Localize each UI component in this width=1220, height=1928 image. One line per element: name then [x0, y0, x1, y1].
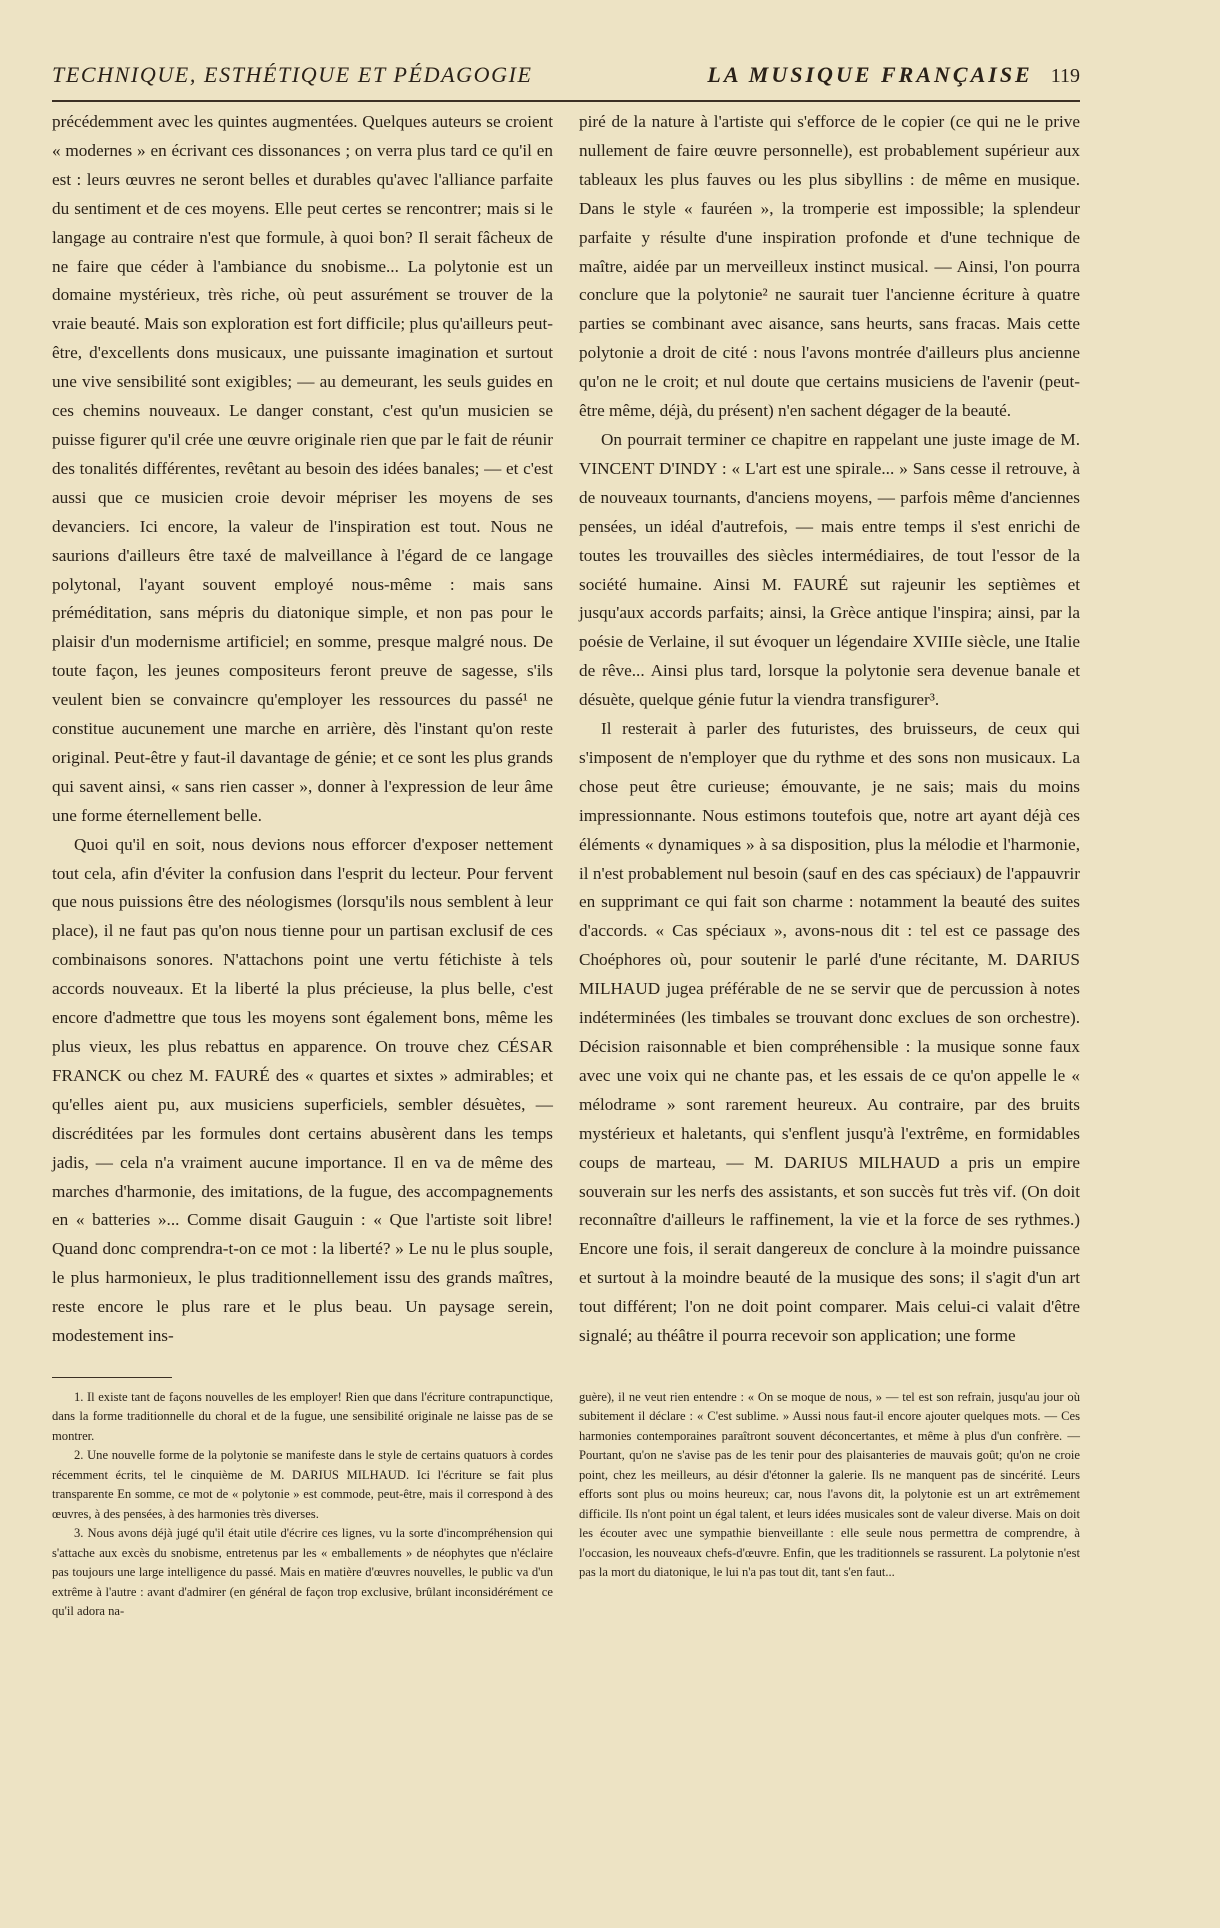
footnotes — [52, 1388, 1080, 1622]
section-title: TECHNIQUE, ESTHÉTIQUE ET PÉDAGOGIE — [52, 62, 533, 87]
footnote-continuation: guère), il ne veut rien entendre : « On se moque de nous, » — tel est son refrain, jusqu'au jour où subitement il déclare : « C'est sublime. » Aussi nous faut-il encore ajouter quelques mots. — Ces harmonies contemporaines paraîtront souvent déconcertantes, et même à plus d'un confrère. — Pourtant, qu'on ne s'avise pas de les tenir pour des plaisanteries de mauvais goût; qu'on ne croie point, chez les meilleurs, au désir d'étonner la galerie. Ils ne manquent pas de sincérité. Leurs efforts sont plus ou moins heureux; car, nous l'avons dit, la polytonie est un art extrêmement difficile. Ils n'ont point un égal talent, et leurs idées musicales sont de valeur diverse. Mais on doit les écouter avec une sympathie bienveillante : elle seule nous permettra de comprendre, à l'occasion, les nouveaux chefs-d'œuvre. Enfin, que les traditionnels se rassurent. La polytonie n'est pas la mort du diatonique, le lui n'a pas tout dit, tant s'en faut... — [579, 1389, 1080, 1580]
footnote: 2. Une nouvelle forme de la polytonie se manifeste dans le style de certains quatuors à cordes récemment écrits, tel le cinquième de M. DARIUS MILHAUD. Ici l'écriture se fait plus transparente En somme, ce mot de « polytonie » est commode, peut-être, mais il correspond à des œuvres, à des pensées, à des harmonies très diverses. — [52, 1448, 553, 1521]
footnote: 3. Nous avons déjà jugé qu'il était utile d'écrire ces lignes, vu la sorte d'incompréhension qui s'attache aux excès du snobisme, entretenus par les « emballements » de néophytes que n'éclaire pas toujours une large intelligence du passé. Mais en matière d'œuvres nouvelles, le public va d'un extrême à l'autre : avant d'admirer (en général de façon trop exclusive, brûlant inconsidérément ce qu'il adora na- — [52, 1526, 553, 1619]
paragraph: Il resterait à parler des futuristes, des bruisseurs, de ceux qui s'imposent de n'employer que du rythme et des sons non musicaux. La chose peut être curieuse; émouvante, je ne sais; mais du moins impressionnante. Nous estimons toutefois que, notre art ayant déjà ces éléments « dynamiques » à sa disposition, plus la mélodie et l'harmonie, il n'est probablement nul besoin (sauf en des cas spéciaux) de l'appauvrir en supprimant ce qui fait son charme : notamment la beauté des suites d'accords. « Cas spéciaux », avons-nous dit : tel est ce passage des Choéphores où, pour soutenir le parlé d'une récitante, M. DARIUS MILHAUD jugea préférable de ne se servir que de percussion à notes indéterminées (les timbales se trouvant donc exclues de son orchestre). Décision raisonnable et bien compréhensible : la musique sonne faux avec une voix qui ne chante pas, et les essais de ce qu'on appelle le « mélodrame » sont rarement heureux. Au contraire, par des bruits mystérieux et haletants, qui s'enflent jusqu'à l'extrême, en formidables coups de marteau, — M. DARIUS MILHAUD a pris un empire souverain sur les nerfs des assistants, et son succès fut très vif. (On doit reconnaître d'ailleurs le raffinement, la vie et la force de ses rythmes.) Encore une fois, il serait dangereux de conclure à la moindre puissance et surtout à la moindre beauté de la musique des sons; il s'agit d'un art tout différent; l'on ne doit point comparer. Mais celui-ci valait d'être signalé; au théâtre il pourra recevoir son application; une forme — [579, 719, 1080, 1346]
paragraph: Quoi qu'il en soit, nous devions nous efforcer d'exposer nettement tout cela, afin d'éviter la confusion dans l'esprit du lecteur. Pour fervent que nous puissions être des néologismes (lorsqu'ils nous semblent à leur place), il ne faut pas qu'on nous tienne pour un partisan exclusif de ces combinaisons sonores. N'attachons point une vertu fétichiste à tels accords nouveaux. Et la liberté la plus précieuse, la plus belle, c'est encore d'admettre que tous les moyens sont également bons, même les plus vieux, les plus rebattus en apparence. On trouve chez CÉSAR FRANCK ou chez M. FAURÉ des « quartes et sixtes » admirables; et qu'elles aient pu, aux musiciens superficiels, sembler désuètes, — discréditées par les formules dont certains abusèrent dans les temps jadis, — cela n'a vraiment aucune importance. Il en va de même des marches d'harmonie, des imitations, de la fugue, des accompagnements en « batteries »... Comme disait Gauguin : « Que l'artiste soit libre! Quand donc comprendra-t-on ce mot : la liberté? » Le nu le plus souple, le plus harmonieux, le plus traditionnellement issu des grands maîtres, reste encore le plus rare et le plus beau. Un paysage serein, modestement ins- — [52, 834, 553, 1346]
right-column — [579, 108, 1080, 1351]
page-number: 119 — [1050, 65, 1080, 87]
footnote-divider — [52, 1377, 172, 1378]
header-right — [707, 62, 1080, 88]
paragraph: piré de la nature à l'artiste qui s'efforce de le copier (ce qui ne le prive nullement de faire œuvre personnelle), est probablement supérieur aux tableaux les plus fauves ou les plus sibyllins : de même en musique. Dans le style « fauréen », la tromperie est impossible; la splendeur parfaite y résulte d'une inspiration profonde et d'une technique de maître, aidée par un merveilleux instinct musical. — Ainsi, l'on pourra conclure que la polytonie² ne saurait tuer l'ancienne écriture à quatre parties se combinant avec aisance, sans heurts, sans fracas. Mais cette polytonie a droit de cité : nous l'avons montrée d'ailleurs plus ancienne qu'on ne le croit; et nul doute que certains musiciens de l'avenir (peut-être même, déjà, du présent) n'en sachent dégager de la beauté. — [579, 112, 1080, 421]
paragraph: précédemment avec les quintes augmentées. Quelques auteurs se croient « modernes » en écrivant ces dissonances ; on verra plus tard ce qu'il en est : leurs œuvres ne seront belles et durables qu'avec l'alliance parfaite du sentiment et de ces moyens. Elle peut certes se rencontrer; mais si le langage au contraire n'est que formule, à quoi bon? Il serait fâcheux de ne faire que céder à l'ambiance du snobisme... La polytonie est un domaine mystérieux, très riche, où peut assurément se trouver de la vraie beauté. Mais son exploration est fort difficile; plus qu'ailleurs peut-être, d'excellents dons musicaux, une puissante imagination et surtout une vive sensibilité sont exigibles; — au demeurant, les seuls guides en ces chemins nouveaux. Le danger constant, c'est qu'un musicien se puisse figurer qu'il crée une œuvre originale rien que par le fait de réunir des tonalités différentes, revêtant au besoin des idées banales; — et c'est aussi que ce musicien croie devoir mépriser les moyens de ses devanciers. Ici encore, la valeur de l'inspiration est tout. Nous ne saurions d'ailleurs être taxé de malveillance à l'égard de ce langage polytonal, l'ayant souvent employé nous-même : mais sans préméditation, sans mépris du diatonique simple, et non pas pour le plaisir d'un modernisme artificiel; en somme, presque malgré nous. De toute façon, les jeunes compositeurs feront preuve de sagesse, s'ils veulent bien se convaincre qu'employer les ressources du passé¹ ne constitue aucunement une marche en arrière, dès l'instant qu'on reste original. Peut-être y faut-il davantage de génie; et ce sont les plus grands qui savent ainsi, « sans rien casser », donner à l'expression de leur âme une forme éternellement belle. — [52, 112, 553, 825]
footnotes-left — [52, 1388, 553, 1622]
running-header — [52, 62, 1080, 102]
footnotes-right — [579, 1388, 1080, 1622]
footnote: 1. Il existe tant de façons nouvelles de les employer! Rien que dans l'écriture contrapunctique, dans la forme traditionnelle du choral et de la fugue, une sensibilité originale ne laisse pas de se montrer. — [52, 1389, 553, 1443]
left-column — [52, 108, 553, 1351]
paragraph: On pourrait terminer ce chapitre en rappelant une juste image de M. VINCENT D'INDY : « L'art est une spirale... » Sans cesse il retrouve, à de nouveaux tournants, d'anciens moyens, — parfois même d'anciennes pensées, un idéal d'autrefois, — mais entre temps il s'est enrichi de toutes les trouvailles des siècles intermédiaires, de tout l'essor de la société humaine. Ainsi M. FAURÉ sut rajeunir les septièmes et jusqu'aux accords parfaits; ainsi, la Grèce antique l'inspira; ainsi, par la poésie de Verlaine, il sut évoquer un légendaire XVIIIe siècle, une Italie de rêve... Ainsi plus tard, lorsque la polytonie sera devenue banale et désuète, quelque génie futur la viendra transfigurer³. — [579, 429, 1080, 710]
main-text — [52, 108, 1080, 1351]
book-title: LA MUSIQUE FRANÇAISE — [707, 62, 1033, 87]
